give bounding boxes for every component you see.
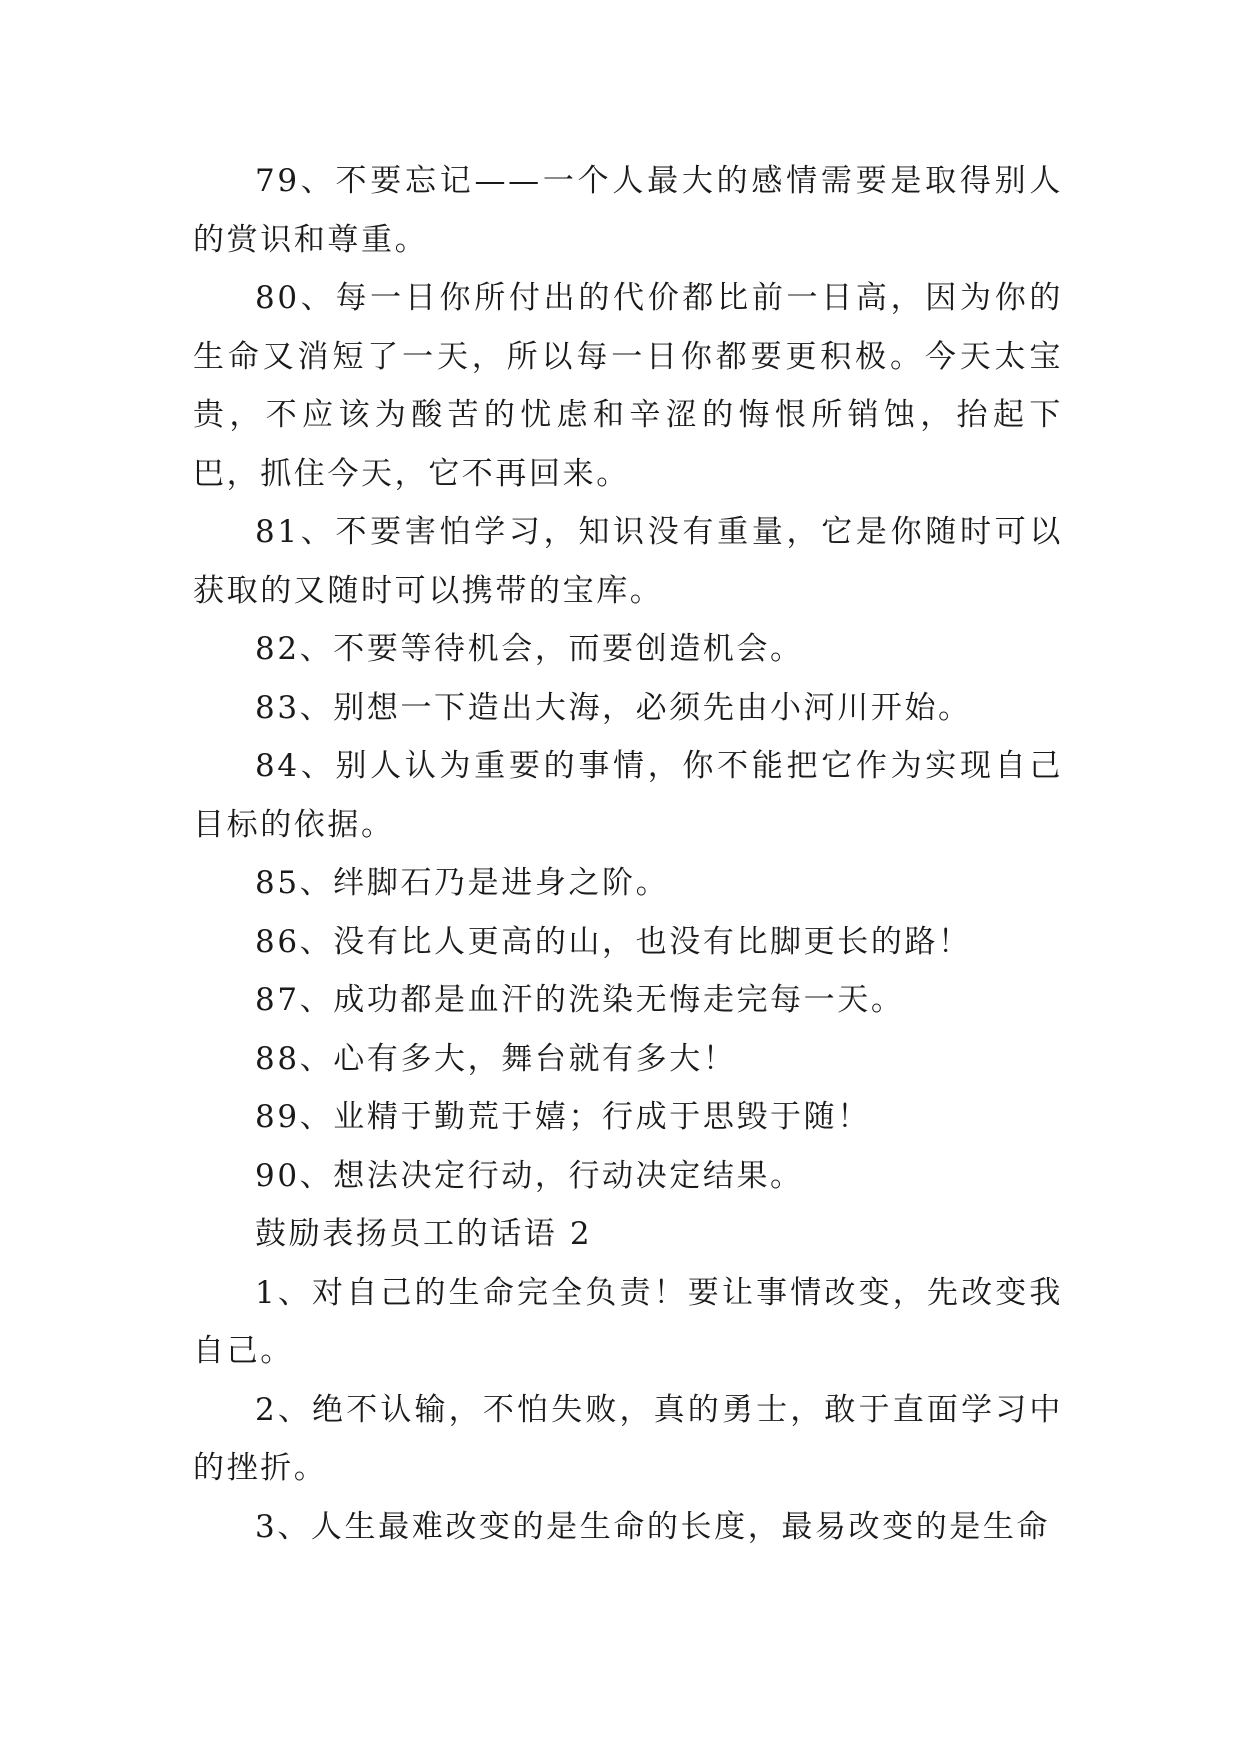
paragraph-85: 85、绊脚石乃是进身之阶。 [255, 865, 670, 901]
paragraph-80: 80、每一日你所付出的代价都比前一日高，因为你的生命又消短了一天，所以每一日你都要更积极。今天太宝贵，不应该为酸苦的忧虑和辛涩的悔恨所销蚀，抬起下巴，抓住今天，它不再回来。 [193, 280, 1063, 492]
paragraph-1: 1、对自己的生命完全负责！要让事情改变，先改变我自己。 [193, 1274, 1063, 1369]
paragraph-81: 81、不要害怕学习，知识没有重量，它是你随时可以获取的又随时可以携带的宝库。 [193, 514, 1063, 609]
paragraph-83: 83、别想一下造出大海，必须先由小河川开始。 [255, 689, 972, 726]
paragraph-87: 87、成功都是血汗的洗染无悔走完每一天。 [255, 982, 905, 1018]
paragraph-89: 89、业精于勤荒于嬉；行成于思毁于随！ [255, 1099, 871, 1135]
paragraph-84: 84、别人认为重要的事情，你不能把它作为实现自己目标的依据。 [193, 748, 1063, 843]
document-body [193, 152, 1063, 1556]
paragraph-2: 2、绝不认输，不怕失败，真的勇士，敢于直面学习中的挫折。 [193, 1391, 1063, 1486]
section-heading: 鼓励表扬员工的话语 2 [255, 1216, 593, 1252]
paragraph-3: 3、人生最难改变的是生命的长度，最易改变的是生命 [255, 1508, 1051, 1545]
paragraph-86: 86、没有比人更高的山，也没有比脚更长的路！ [255, 923, 972, 960]
paragraph-88: 88、心有多大，舞台就有多大！ [255, 1040, 737, 1077]
paragraph-82: 82、不要等待机会，而要创造机会。 [255, 631, 804, 667]
paragraph-79: 79、不要忘记——一个人最大的感情需要是取得别人的赏识和尊重。 [193, 163, 1063, 258]
paragraph-90: 90、想法决定行动，行动决定结果。 [255, 1157, 804, 1194]
